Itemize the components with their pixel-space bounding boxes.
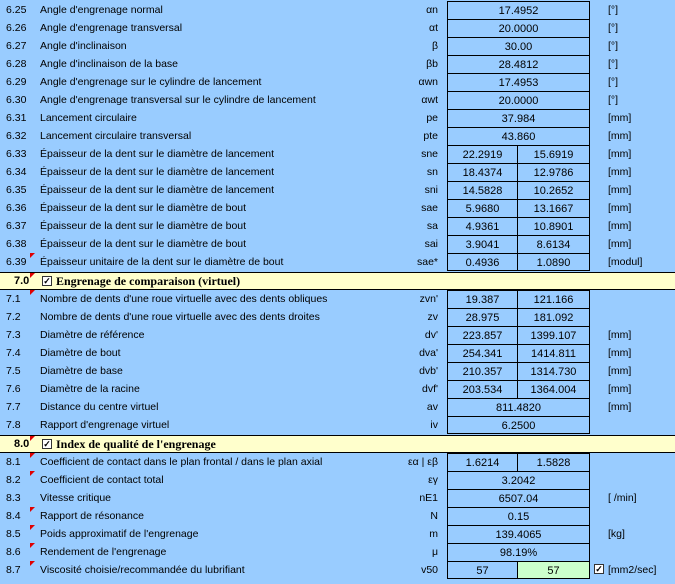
comment-marker [30, 290, 35, 295]
row-symbol: dvb' [419, 365, 438, 377]
row-symbol: sai [424, 238, 438, 250]
section-title: Engrenage de comparaison (virtuel) [56, 274, 241, 288]
row-symbol: μ [431, 546, 438, 558]
value-cell-2[interactable]: 10.8901 [518, 217, 590, 235]
value-cell-2[interactable]: 121.166 [518, 290, 590, 308]
value-cell-2[interactable]: 1414.811 [518, 344, 590, 362]
row-number: 7.5 [6, 365, 21, 377]
row-unit: [mm] [608, 347, 632, 359]
row-label: Rapport de résonance [40, 510, 144, 522]
value-cell[interactable]: 17.4952 [447, 1, 590, 19]
table-row [0, 217, 675, 235]
value-cell-2[interactable]: 1.0890 [518, 253, 590, 271]
row-label: Rapport d'engrenage virtuel [40, 419, 170, 431]
row-label: Diamètre de base [40, 365, 123, 377]
table-row [0, 253, 675, 271]
value-cell-2[interactable]: 1.5828 [518, 453, 590, 471]
row-symbol: dva' [419, 347, 438, 359]
row-number: 6.29 [6, 76, 27, 88]
row-label: Diamètre de référence [40, 329, 145, 341]
table-row [0, 398, 675, 416]
row-number: 8.4 [6, 510, 21, 522]
table-row [0, 1, 675, 19]
row-unit: [°] [608, 94, 619, 106]
table-row [0, 163, 675, 181]
row-unit: [°] [608, 22, 619, 34]
section-number: 8.0 [14, 438, 30, 450]
row-label: Nombre de dents d'une roue virtuelle avec des dents obliques [40, 293, 328, 305]
value-cell[interactable]: 20.0000 [447, 19, 590, 37]
row-label: Épaisseur de la dent sur le diamètre de lancement [40, 184, 275, 196]
table-row [0, 73, 675, 91]
table-row [0, 344, 675, 362]
value-cell[interactable]: 3.2042 [447, 471, 590, 489]
comment-marker [30, 543, 35, 548]
row-symbol: sn [426, 166, 438, 178]
table-row [0, 525, 675, 543]
comment-marker [30, 436, 35, 441]
table-row [0, 453, 675, 471]
row-unit [608, 290, 674, 308]
row-unit: [°] [608, 58, 619, 70]
row-number: 7.1 [6, 293, 21, 305]
comment-marker [30, 471, 35, 476]
comment-marker [30, 253, 35, 258]
row-label: Coefficient de contact dans le plan frontal / dans le plan axial [40, 456, 323, 468]
row-label: Épaisseur de la dent sur le diamètre de bout [40, 202, 247, 214]
row-number: 7.7 [6, 401, 21, 413]
row-label: Angle d'engrenage transversal sur le cylindre de lancement [40, 94, 316, 106]
row-unit [608, 543, 674, 561]
table-row [0, 127, 675, 145]
row-label: Épaisseur de la dent sur le diamètre de bout [40, 220, 247, 232]
row-unit [608, 308, 674, 326]
value-cell-1[interactable]: 18.4374 [447, 163, 518, 181]
row-label: Angle d'engrenage transversal [40, 22, 183, 34]
row-unit [608, 471, 674, 489]
value-cell[interactable]: 37.984 [447, 109, 590, 127]
table-row [0, 471, 675, 489]
row-symbol: βb [426, 58, 438, 70]
row-label: Épaisseur unitaire de la dent sur le diamètre de bout [40, 256, 284, 268]
row-label: Nombre de dents d'une roue virtuelle avec des dents droites [40, 311, 320, 323]
row-unit: [mm] [608, 166, 632, 178]
row-symbol: pe [426, 112, 438, 124]
row-number: 8.3 [6, 492, 21, 504]
row-number: 6.34 [6, 166, 27, 178]
row-symbol: β [431, 40, 438, 52]
row-number: 6.35 [6, 184, 27, 196]
row-unit: [mm] [608, 401, 632, 413]
row-number: 6.33 [6, 148, 27, 160]
row-label: Angle d'engrenage sur le cylindre de lancement [40, 76, 262, 88]
value-cell-2[interactable]: 10.2652 [518, 181, 590, 199]
row-unit: [mm2/sec] [608, 564, 657, 576]
row-number: 6.30 [6, 94, 27, 106]
table-row [0, 543, 675, 561]
row-unit: [mm] [608, 329, 632, 341]
value-cell[interactable]: 43.860 [447, 127, 590, 145]
row-number: 6.27 [6, 40, 27, 52]
row-symbol: zv [427, 311, 438, 323]
section-checkbox[interactable]: ✓ [43, 276, 51, 286]
value-cell-2[interactable]: 1364.004 [518, 380, 590, 398]
value-cell-1[interactable]: 4.9361 [447, 217, 518, 235]
row-unit: [mm] [608, 365, 632, 377]
value-cell-1[interactable]: 203.534 [447, 380, 518, 398]
value-cell-2[interactable]: 181.092 [518, 308, 590, 326]
row-symbol: nE1 [419, 492, 438, 504]
value-cell[interactable]: 17.4953 [447, 73, 590, 91]
row-symbol: iv [430, 419, 438, 431]
table-row [0, 380, 675, 398]
row-label: Angle d'inclinaison [40, 40, 127, 52]
row-unit: [mm] [608, 130, 632, 142]
row-symbol: zvn' [419, 293, 438, 305]
row-number: 7.3 [6, 329, 21, 341]
row-symbol: v50 [421, 564, 438, 576]
row-number: 6.36 [6, 202, 27, 214]
section-number: 7.0 [14, 275, 30, 287]
row-label: Vitesse critique [40, 492, 112, 504]
row-unit: [ /min] [608, 492, 637, 504]
value-cell-1[interactable]: 28.975 [447, 308, 518, 326]
row-unit: [°] [608, 40, 619, 52]
row-number: 8.5 [6, 528, 21, 540]
value-cell-1[interactable]: 223.857 [447, 326, 518, 344]
row-number: 6.28 [6, 58, 27, 70]
value-cell-2[interactable]: 15.6919 [518, 145, 590, 163]
row-symbol: sae [421, 202, 438, 214]
value-cell[interactable]: 28.4812 [447, 55, 590, 73]
value-cell-1[interactable]: 22.2919 [447, 145, 518, 163]
row-label: Diamètre de bout [40, 347, 121, 359]
value-cell-1[interactable]: 210.357 [447, 362, 518, 380]
value-cell[interactable]: 98.19% [447, 543, 590, 561]
row-unit: [°] [608, 4, 619, 16]
row-number: 7.6 [6, 383, 21, 395]
value-cell[interactable]: 811.4820 [447, 398, 590, 416]
value-cell-2[interactable]: 8.6134 [518, 235, 590, 253]
row-unit [608, 453, 674, 471]
row-unit: [kg] [608, 528, 625, 540]
comment-marker [30, 525, 35, 530]
value-cell-2[interactable]: 12.9786 [518, 163, 590, 181]
table-row [0, 561, 675, 579]
row-number: 8.7 [6, 564, 21, 576]
row-number: 8.6 [6, 546, 21, 558]
table-row [0, 55, 675, 73]
row-unit: [mm] [608, 220, 632, 232]
row-symbol: εγ [428, 474, 438, 486]
value-cell-2[interactable]: 13.1667 [518, 199, 590, 217]
row-label: Épaisseur de la dent sur le diamètre de lancement [40, 148, 275, 160]
row-label: Rendement de l'engrenage [40, 546, 167, 558]
row-symbol: m [429, 528, 438, 540]
row-label: Viscosité choisie/recommandée du lubrifiant [40, 564, 245, 576]
table-row [0, 109, 675, 127]
row-label: Distance du centre virtuel [40, 401, 159, 413]
table-row [0, 91, 675, 109]
section-header-quality-index [0, 435, 675, 453]
value-cell[interactable]: 139.4065 [447, 525, 590, 543]
row-unit [608, 416, 674, 434]
value-cell-1[interactable]: 5.9680 [447, 199, 518, 217]
row-unit: [modul] [608, 256, 643, 268]
table-row [0, 489, 675, 507]
table-row [0, 326, 675, 344]
table-row [0, 308, 675, 326]
table-row [0, 199, 675, 217]
row-unit: [mm] [608, 184, 632, 196]
value-cell-1[interactable]: 19.387 [447, 290, 518, 308]
row-unit: [mm] [608, 202, 632, 214]
row-number: 7.2 [6, 311, 21, 323]
value-cell-1[interactable]: 3.9041 [447, 235, 518, 253]
comment-marker [30, 453, 35, 458]
row-unit: [°] [608, 76, 619, 88]
row-symbol: αwn [418, 76, 438, 88]
row-number: 6.39 [6, 256, 27, 268]
row-symbol: αn [426, 4, 438, 16]
table-row [0, 19, 675, 37]
row-number: 6.37 [6, 220, 27, 232]
value-cell-1[interactable]: 57 [447, 561, 518, 579]
table-row [0, 416, 675, 434]
table-row [0, 37, 675, 55]
row-label: Angle d'engrenage normal [40, 4, 163, 16]
row-symbol: av [426, 401, 438, 413]
row-symbol: pte [423, 130, 438, 142]
value-cell-2[interactable]: 1314.730 [518, 362, 590, 380]
row-number: 6.38 [6, 238, 27, 250]
value-cell[interactable]: 6507.04 [447, 489, 590, 507]
table-row [0, 507, 675, 525]
row-number: 6.26 [6, 22, 27, 34]
comment-marker [30, 507, 35, 512]
row-label: Lancement circulaire [40, 112, 137, 124]
table-row [0, 362, 675, 380]
row-symbol: εα | εβ [407, 456, 438, 468]
value-cell-1[interactable]: 254.341 [447, 344, 518, 362]
value-cell[interactable]: 20.0000 [447, 91, 590, 109]
value-cell-2[interactable]: 1399.107 [518, 326, 590, 344]
row-symbol: dvf' [421, 383, 438, 395]
value-cell[interactable]: 6.2500 [447, 416, 590, 434]
row-symbol: αwt [421, 94, 438, 106]
row-symbol: sae* [416, 256, 438, 268]
row-label: Poids approximatif de l'engrenage [40, 528, 199, 540]
row-number: 8.1 [6, 456, 21, 468]
row-number: 6.31 [6, 112, 27, 124]
comment-marker [30, 561, 35, 566]
table-row [0, 181, 675, 199]
row-label: Coefficient de contact total [40, 474, 164, 486]
row-number: 8.2 [6, 474, 21, 486]
row-symbol: sni [424, 184, 438, 196]
row-label: Épaisseur de la dent sur le diamètre de lancement [40, 166, 275, 178]
row-symbol: sne [421, 148, 438, 160]
row-unit: [mm] [608, 383, 632, 395]
table-row [0, 145, 675, 163]
row-label: Angle d'inclinaison de la base [40, 58, 179, 70]
row-unit: [mm] [608, 148, 632, 160]
section-checkbox[interactable]: ✓ [43, 439, 51, 449]
value-cell-1[interactable]: 1.6214 [447, 453, 518, 471]
row-symbol: N [430, 510, 438, 522]
value-cell-1[interactable]: 0.4936 [447, 253, 518, 271]
table-row [0, 235, 675, 253]
section-title: Index de qualité de l'engrenage [56, 437, 216, 451]
row-unit: [mm] [608, 238, 632, 250]
row-symbol: sa [426, 220, 438, 232]
row-unit [608, 507, 674, 525]
value-cell[interactable]: 30.00 [447, 37, 590, 55]
row-number: 6.32 [6, 130, 27, 142]
value-cell-1[interactable]: 14.5828 [447, 181, 518, 199]
row-label: Diamètre de la racine [40, 383, 140, 395]
section-header-virtual-gear [0, 272, 675, 290]
lubricant-checkbox[interactable]: ✓ [595, 564, 603, 574]
table-row [0, 290, 675, 308]
row-number: 7.4 [6, 347, 21, 359]
row-number: 7.8 [6, 419, 21, 431]
row-unit: [mm] [608, 112, 632, 124]
value-cell[interactable]: 0.15 [447, 507, 590, 525]
row-label: Épaisseur de la dent sur le diamètre de bout [40, 238, 247, 250]
row-symbol: αt [429, 22, 438, 34]
value-cell-2[interactable]: 57 [518, 561, 590, 579]
row-label: Lancement circulaire transversal [40, 130, 192, 142]
row-symbol: dv' [424, 329, 438, 341]
row-number: 6.25 [6, 4, 27, 16]
comment-marker [30, 273, 35, 278]
